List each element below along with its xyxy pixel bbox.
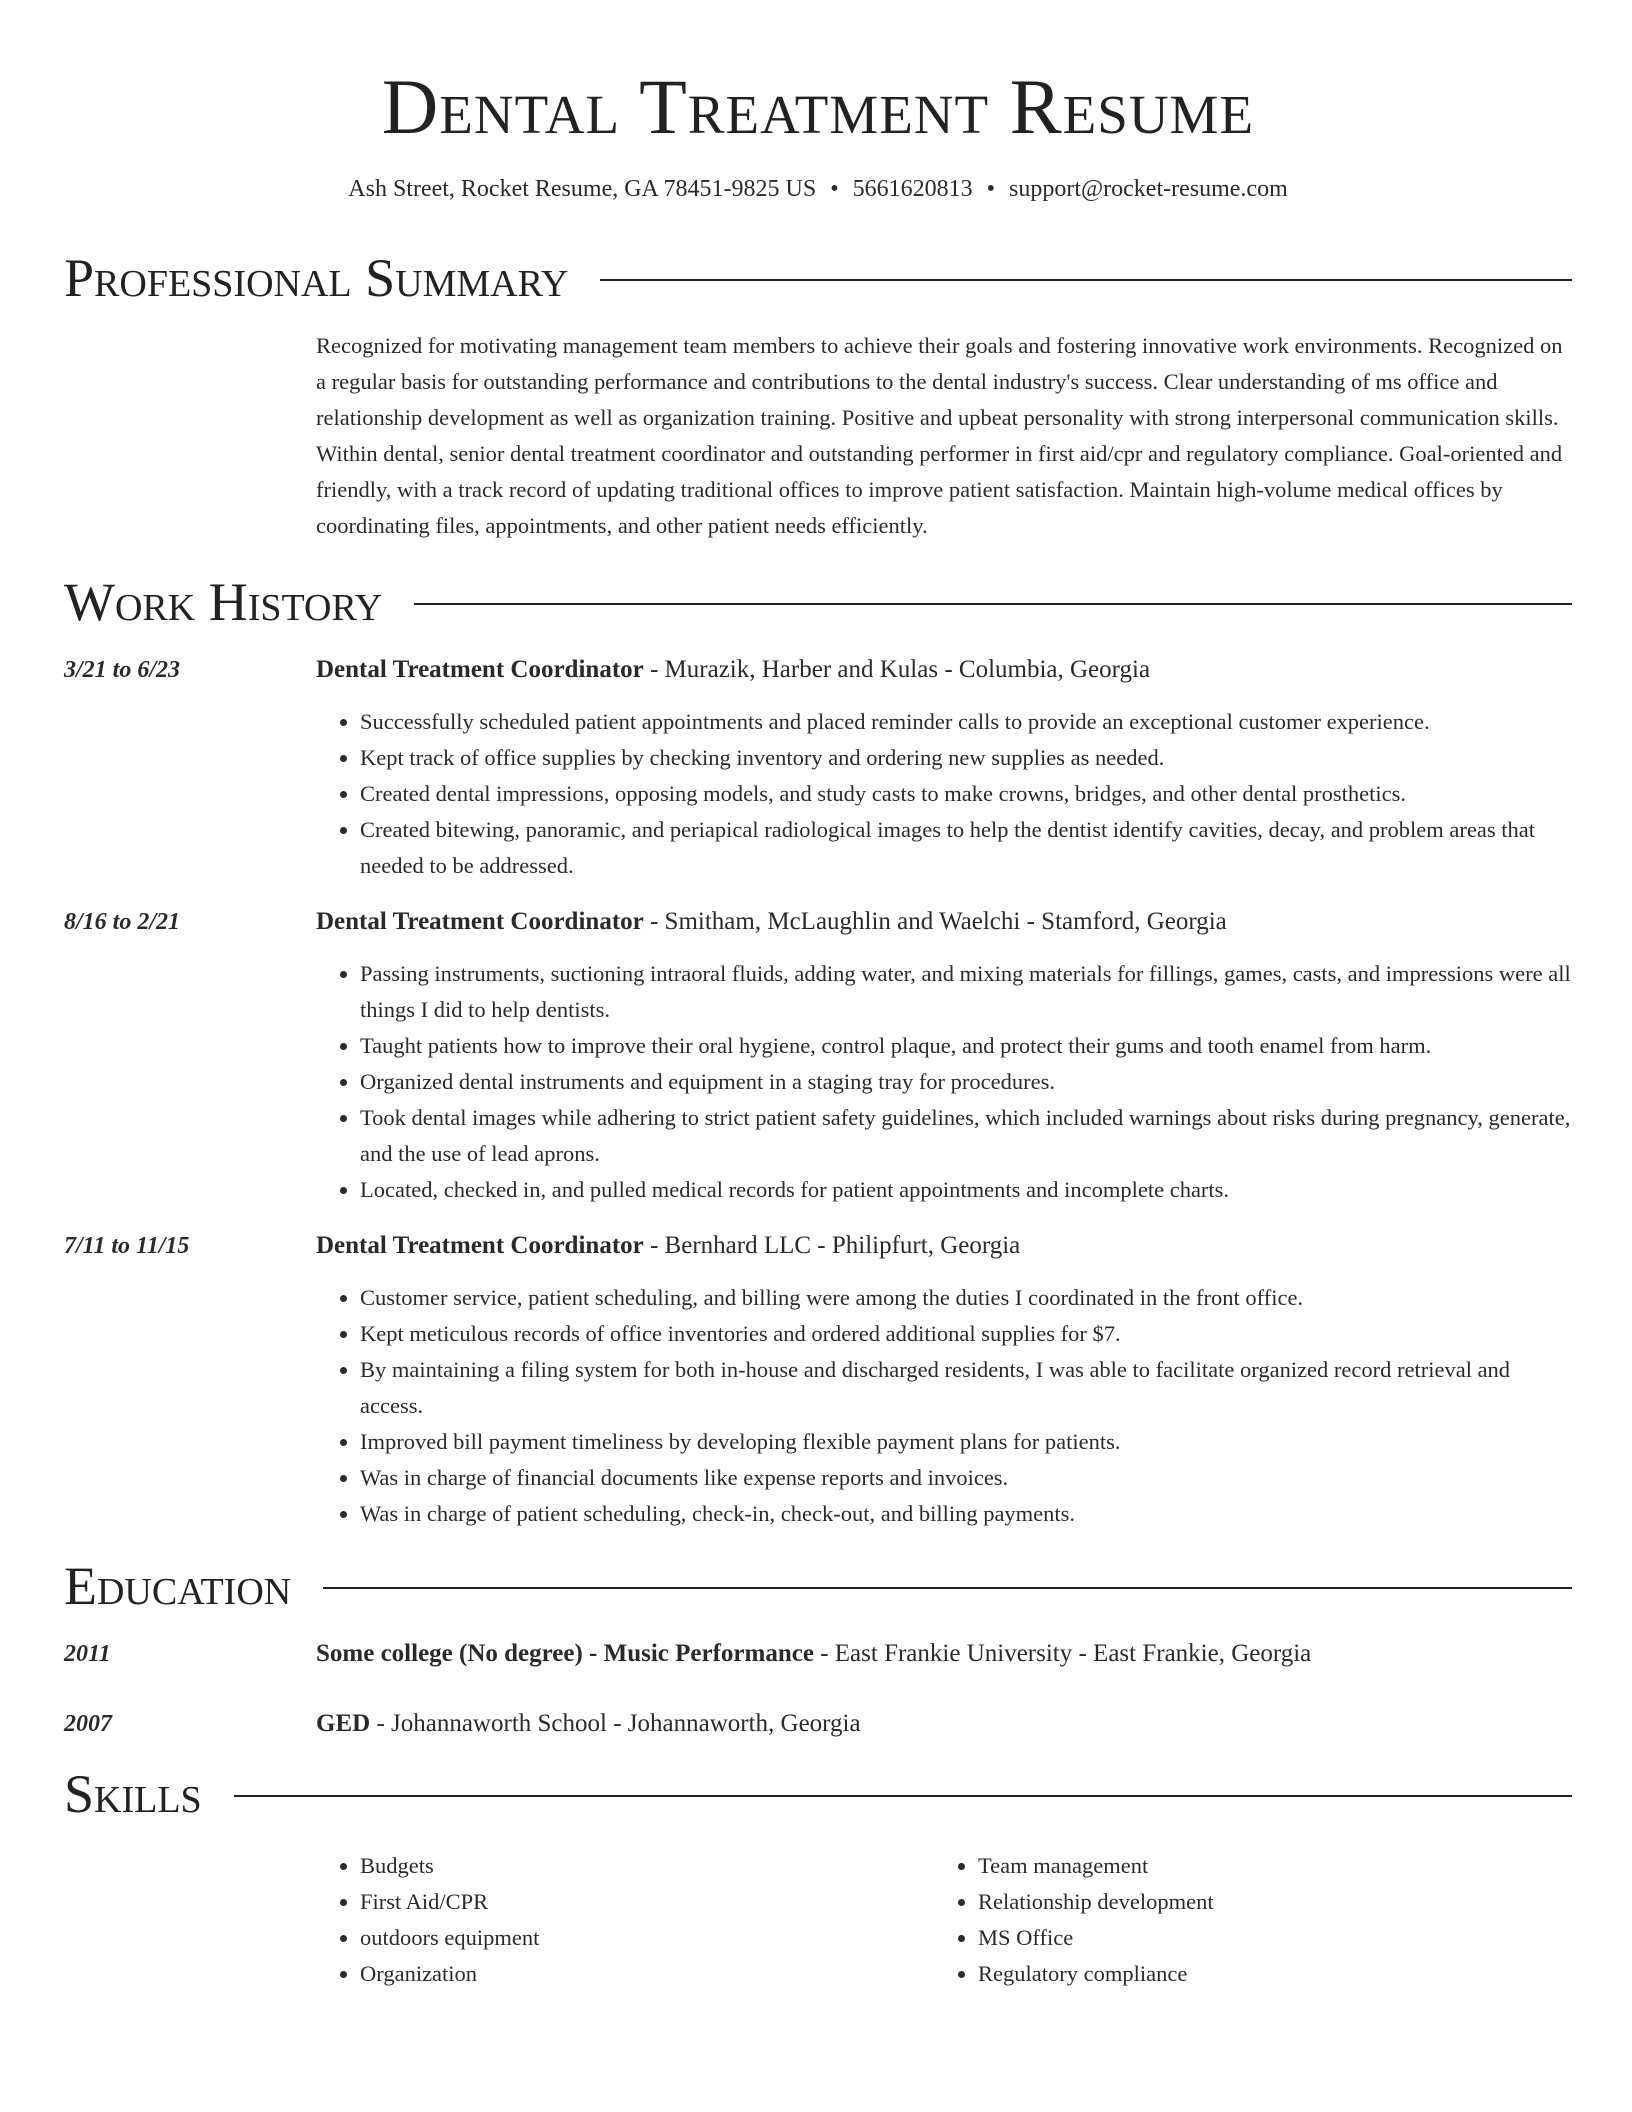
skill-item: • outdoors equipment — [360, 1920, 934, 1956]
job-entry — [64, 652, 1572, 884]
list-item: • Created dental impressions, opposing models, and study casts to make crowns, bridges, and other dental prosthetics. — [360, 776, 1572, 812]
list-item: • Took dental images while adhering to strict patient safety guidelines, which included warnings about risks during pregnancy, generate, and the use of lead aprons. — [360, 1100, 1572, 1172]
job-dates: 7/11 to 11/15 — [64, 1233, 190, 1259]
section-heading: Skills — [64, 1764, 202, 1824]
resume-title: Dental Treatment Resume — [381, 63, 1255, 150]
job-title: Dental Treatment Coordinator — [316, 656, 644, 683]
education-degree: GED — [316, 1710, 371, 1737]
job-employer: - Bernhard LLC - Philipfurt, Georgia — [643, 1232, 1021, 1259]
skill-item: • Relationship development — [978, 1884, 1552, 1920]
job-bullets — [316, 704, 1572, 884]
job-entry — [64, 1228, 1572, 1532]
summary-text: Recognized for motivating management team members to achieve their goals and fostering innovative work environments. Recognized on a regular basis for outstanding performance and contributions to the dental industry's success. Clear understanding of ms office and relationship development as well as organization training. Positive and upbeat personality with strong interpersonal communication skills. Within dental, senior dental treatment coordinator and outstanding performer in first aid/cpr and regulatory compliance. Goal-oriented and friendly, with a track record of updating traditional offices to improve patient satisfaction. Maintain high-volume medical offices by coordinating files, appointments, and other patient needs efficiently. — [316, 333, 1563, 538]
contact-separator: • — [830, 176, 839, 202]
skills-column-right — [934, 1848, 1552, 1992]
education-degree: Some college (No degree) - Music Performance — [316, 1640, 814, 1667]
job-employer: - Murazik, Harber and Kulas - Columbia, Georgia — [643, 656, 1151, 683]
skill-item: • Budgets — [360, 1848, 934, 1884]
education-year: 2007 — [64, 1711, 112, 1737]
skill-item: • Organization — [360, 1956, 934, 1992]
skill-item: • First Aid/CPR — [360, 1884, 934, 1920]
list-item: • Located, checked in, and pulled medical records for patient appointments and incomplete charts. — [360, 1172, 1572, 1208]
skills-column-left — [316, 1848, 934, 1992]
list-item: • Organized dental instruments and equipment in a staging tray for procedures. — [360, 1064, 1572, 1100]
education-entry — [64, 1636, 1572, 1672]
section-heading: Education — [64, 1556, 292, 1616]
skill-item: • Regulatory compliance — [978, 1956, 1552, 1992]
section-heading: Work History — [64, 572, 383, 632]
contact-separator: • — [986, 176, 996, 202]
contact-line — [64, 174, 1572, 204]
job-entry — [64, 904, 1572, 1208]
section-divider — [414, 603, 1572, 605]
list-item: • Was in charge of financial documents like expense reports and invoices. — [360, 1460, 1572, 1496]
job-employer: - Smitham, McLaughlin and Waelchi - Stamford, Georgia — [643, 908, 1227, 935]
job-header — [316, 652, 1572, 688]
skill-item: • Team management — [978, 1848, 1552, 1884]
job-bullets — [316, 956, 1572, 1208]
job-dates: 3/21 to 6/23 — [64, 657, 181, 683]
education-entry — [64, 1706, 1572, 1742]
section-heading: Professional Summary — [64, 248, 569, 308]
list-item: • Kept track of office supplies by checking inventory and ordering new supplies as needed. — [360, 740, 1572, 776]
contact-address: Ash Street, Rocket Resume, GA 78451-9825 US — [348, 176, 817, 202]
section-skills — [64, 1764, 1572, 1824]
section-professional-summary — [64, 248, 1572, 308]
list-item: • Successfully scheduled patient appointments and placed reminder calls to provide an exceptional customer experience. — [360, 704, 1572, 740]
section-divider — [323, 1587, 1572, 1589]
list-item: • Taught patients how to improve their oral hygiene, control plaque, and protect their gums and tooth enamel from harm. — [360, 1028, 1572, 1064]
education-school: - East Frankie University - East Frankie, Georgia — [813, 1640, 1312, 1667]
job-bullets — [316, 1280, 1572, 1532]
list-item: • Passing instruments, suctioning intraoral fluids, adding water, and mixing materials for fillings, games, casts, and impressions were all things I did to help dentists. — [360, 956, 1572, 1028]
list-item: • Created bitewing, panoramic, and periapical radiological images to help the dentist identify cavities, decay, and problem areas that needed to be addressed. — [360, 812, 1572, 884]
education-header — [316, 1706, 1572, 1742]
skills-list — [316, 1848, 1572, 1992]
education-header — [316, 1636, 1572, 1672]
section-education — [64, 1556, 1572, 1616]
job-title: Dental Treatment Coordinator — [316, 908, 644, 935]
list-item: • Was in charge of patient scheduling, check-in, check-out, and billing payments. — [360, 1496, 1572, 1532]
contact-email: support@rocket-resume.com — [1009, 176, 1288, 202]
education-school: - Johannaworth School - Johannaworth, Georgia — [370, 1710, 861, 1737]
job-title: Dental Treatment Coordinator — [316, 1232, 644, 1259]
education-year: 2011 — [64, 1641, 111, 1667]
list-item: • Customer service, patient scheduling, and billing were among the duties I coordinated in the front office. — [360, 1280, 1572, 1316]
list-item: • Improved bill payment timeliness by developing flexible payment plans for patients. — [360, 1424, 1572, 1460]
list-item: • Kept meticulous records of office inventories and ordered additional supplies for $7. — [360, 1316, 1572, 1352]
skill-item: • MS Office — [978, 1920, 1552, 1956]
section-divider — [600, 279, 1572, 281]
resume-page — [64, 0, 1572, 1992]
job-dates: 8/16 to 2/21 — [64, 909, 181, 935]
section-work-history — [64, 572, 1572, 632]
section-divider — [234, 1795, 1572, 1797]
contact-phone: 5661620813 — [852, 176, 973, 202]
job-header — [316, 1228, 1572, 1264]
job-header — [316, 904, 1572, 940]
list-item: • By maintaining a filing system for both in-house and discharged residents, I was able to facilitate organized record retrieval and access. — [360, 1352, 1572, 1424]
